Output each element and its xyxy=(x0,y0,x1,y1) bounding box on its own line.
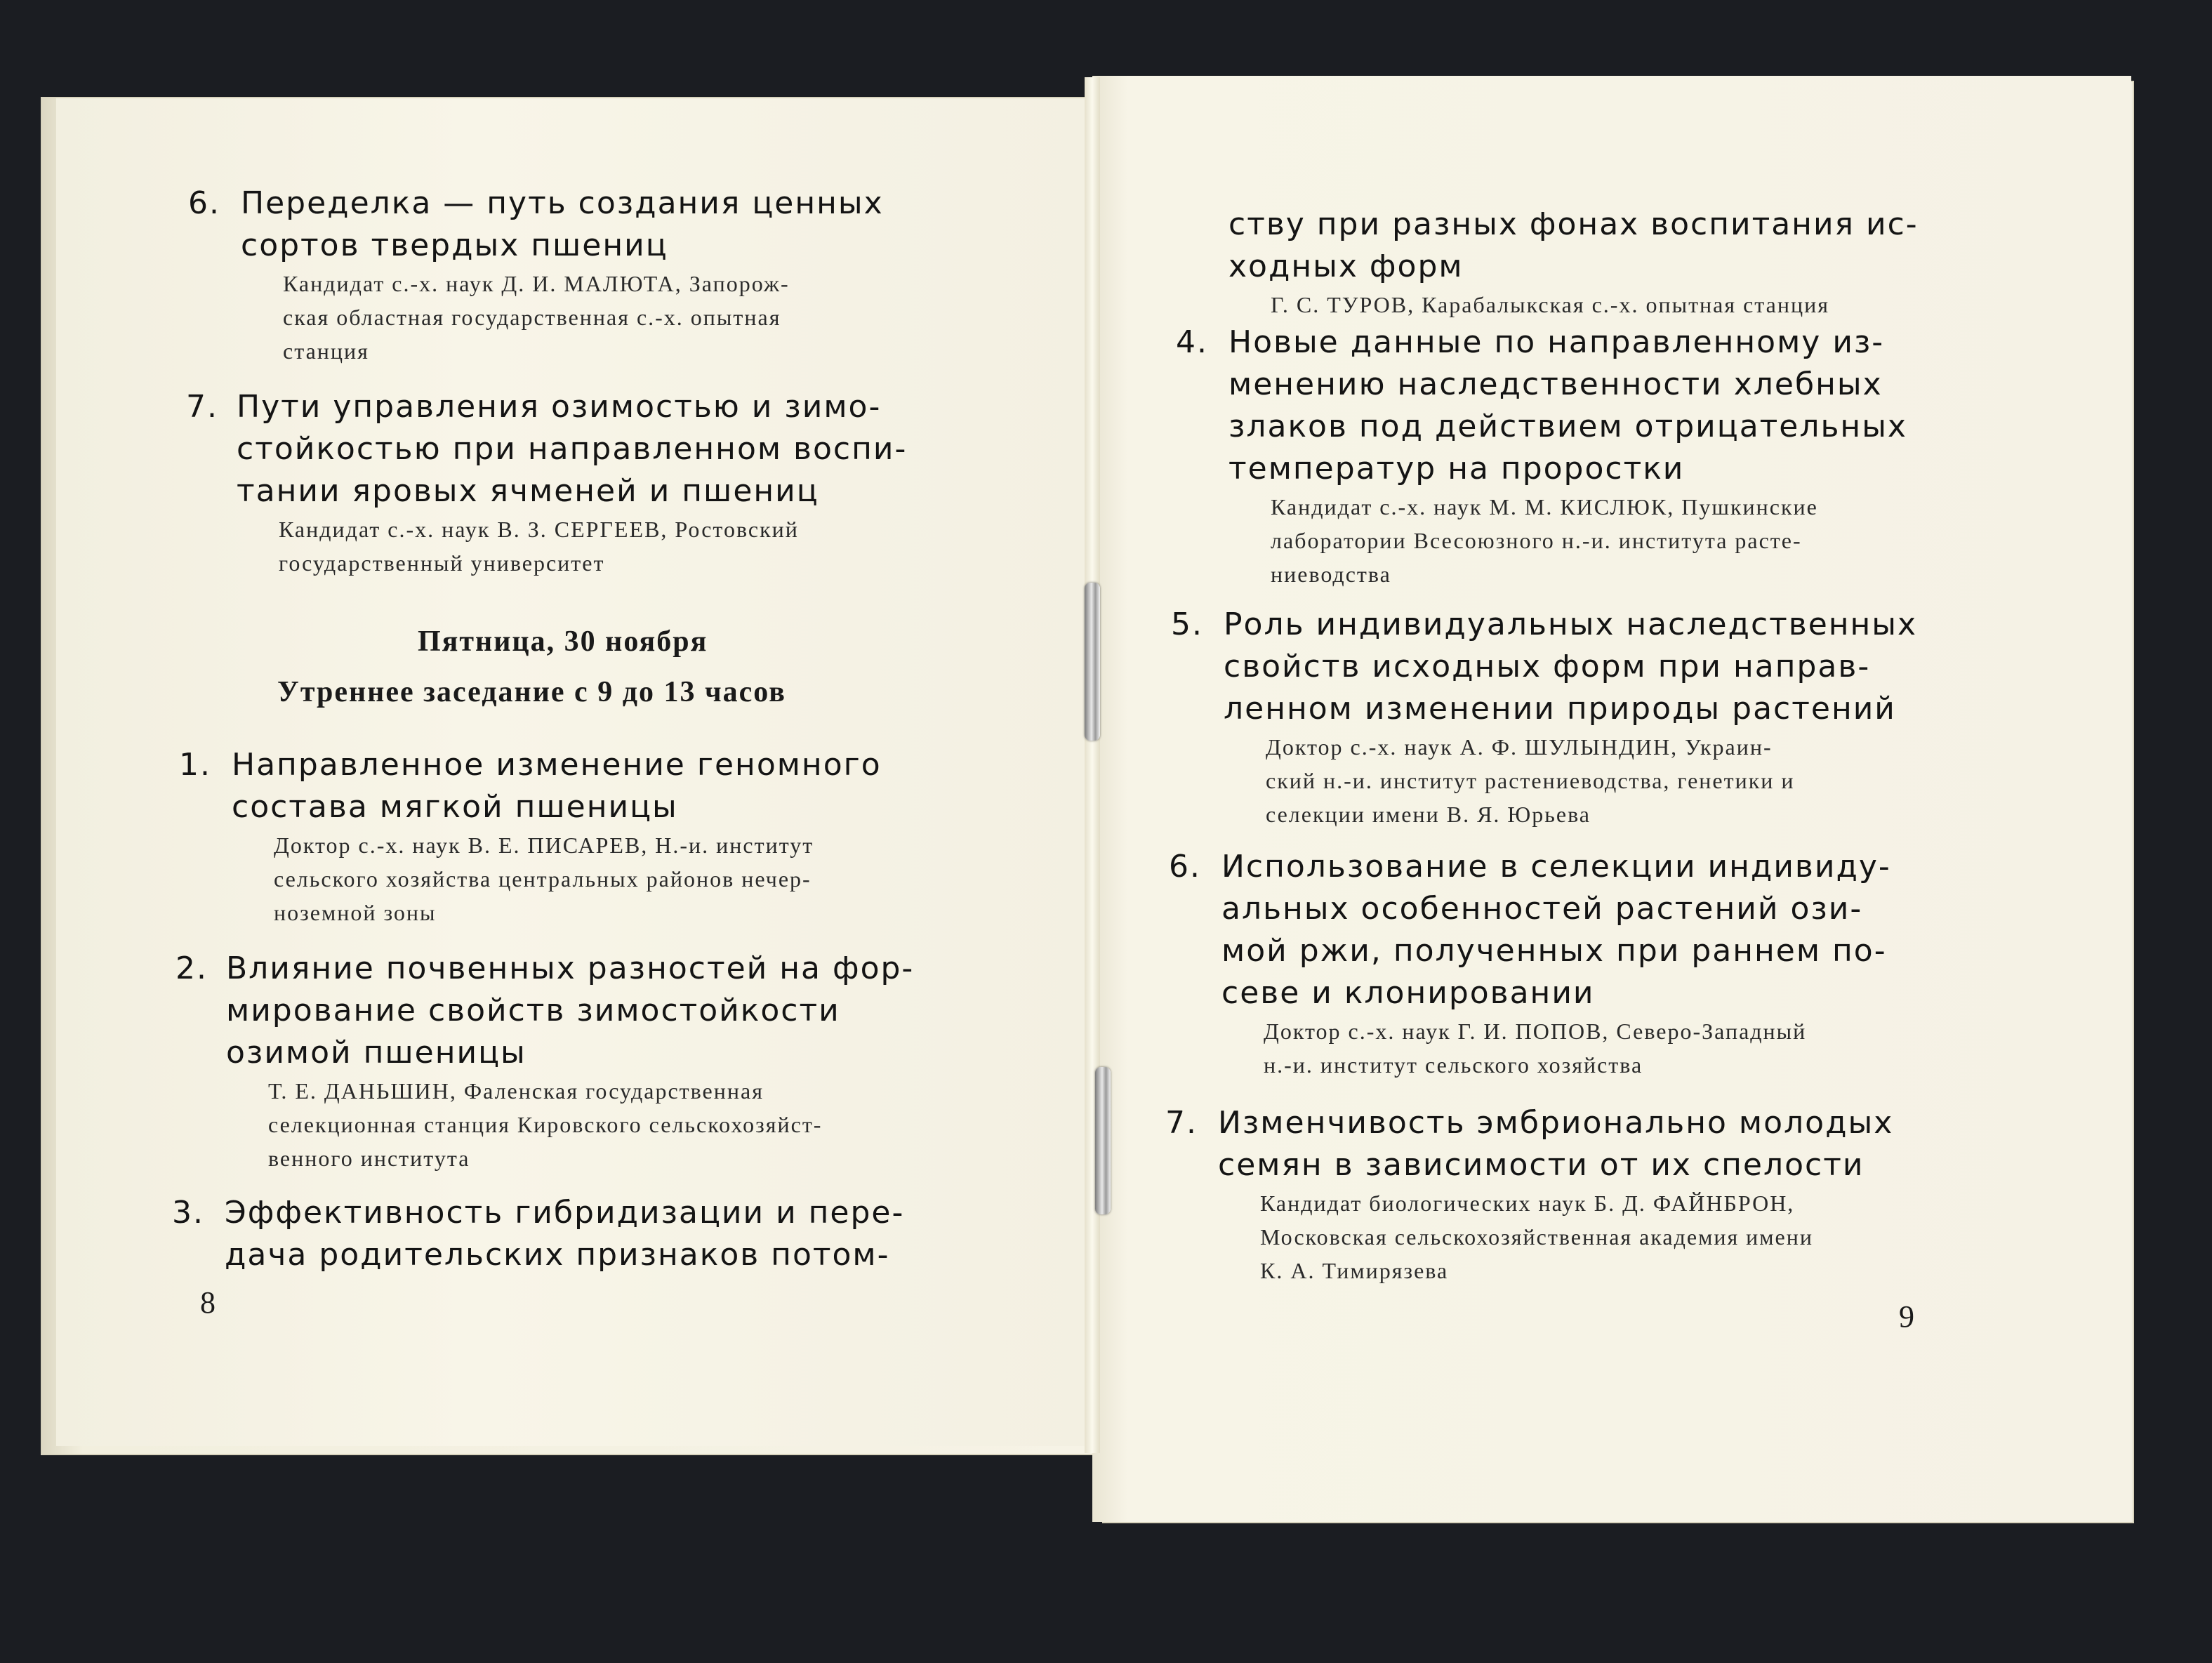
item-title: Переделка — путь создания ценных сортов твердых пшениц xyxy=(241,185,884,263)
item-number: 3. xyxy=(172,1195,204,1231)
session-item-2 xyxy=(175,948,990,1175)
page-number-right: 9 xyxy=(1899,1299,1914,1334)
right-item-5 xyxy=(1171,604,1985,831)
left-item-7 xyxy=(186,386,993,580)
day-heading: Пятница, 30 ноября xyxy=(418,625,708,658)
item-title: ству при разных фонах воспитания ис- ходных форм xyxy=(1228,206,1919,284)
item-author: Доктор с.-х. наук А. Ф. ШУЛЫНДИН, Украин- ский н.-и. институт растениеводства, генетики и селекции имени В. Я. Юрьева xyxy=(1266,734,1795,827)
item-author: Доктор с.-х. наук В. Е. ПИСАРЕВ, Н.-и. институт сельского хозяйства центральных районов нечер- ноземной зоны xyxy=(274,833,814,925)
right-item-7 xyxy=(1165,1102,1987,1287)
item-author: Г. С. ТУРОВ, Карабалыкская с.-х. опытная станция xyxy=(1271,292,1829,317)
right-continuation xyxy=(1228,204,1987,322)
left-item-6 xyxy=(188,183,995,368)
book-spine xyxy=(1085,77,1100,1453)
item-title: Новые данные по направленному из- менению наследственности хлебных злаков под действием отрицательных температур на проростки xyxy=(1228,324,1907,486)
item-number: 2. xyxy=(175,950,208,986)
item-title: Влияние почвенных разностей на фор- мирование свойств зимостойкости озимой пшеницы xyxy=(226,950,915,1071)
item-number: 6. xyxy=(188,185,220,221)
item-author: Кандидат с.-х. наук М. М. КИСЛЮК, Пушкинские лаборатории Всесоюзного н.-и. института расте- ниеводства xyxy=(1271,494,1818,587)
right-item-6 xyxy=(1169,846,1983,1082)
session-item-3 xyxy=(172,1192,986,1276)
item-number: 1. xyxy=(179,747,211,783)
item-author: Доктор с.-х. наук Г. И. ПОПОВ, Северо-Западный н.-и. институт сельского хозяйства xyxy=(1264,1019,1807,1078)
right-item-4 xyxy=(1176,322,1990,591)
item-author: Т. Е. ДАНЬШИН, Фаленская государственная селекционная станция Кировского сельскохозяйст- венного института xyxy=(268,1078,823,1171)
item-title: Использование в селекции индивиду- альных особенностей растений ози- мой ржи, полученных при раннем по- севе и клонировании xyxy=(1221,849,1891,1011)
item-title: Направленное изменение геномного состава мягкой пшеницы xyxy=(232,747,882,825)
item-title: Изменчивость эмбрионально молодых семян в зависимости от их спелости xyxy=(1218,1105,1894,1183)
item-number: 7. xyxy=(186,389,218,425)
top-staple xyxy=(1085,583,1100,741)
item-number: 4. xyxy=(1176,324,1208,360)
item-number: 6. xyxy=(1169,849,1201,884)
item-number: 7. xyxy=(1165,1105,1198,1141)
item-title: Пути управления озимостью и зимо- стойкостью при направленном воспи- тании яровых ячменей и пшениц xyxy=(237,389,908,509)
session-heading: Утреннее заседание с 9 до 13 часов xyxy=(277,676,786,708)
item-author: Кандидат с.-х. наук В. З. СЕРГЕЕВ, Ростовский государственный университет xyxy=(279,517,799,576)
item-author: Кандидат с.-х. наук Д. И. МАЛЮТА, Запорож- ская областная государственная с.-х. опытная станция xyxy=(283,271,790,364)
item-number: 5. xyxy=(1171,607,1203,642)
item-author: Кандидат биологических наук Б. Д. ФАЙНБРОН, Московская сельскохозяйственная академия имени К. А. Тимирязева xyxy=(1260,1191,1813,1283)
page-number-left: 8 xyxy=(200,1285,216,1320)
item-title: Роль индивидуальных наследственных свойств исходных форм при направ- ленном изменении природы растений xyxy=(1224,607,1918,727)
bottom-staple xyxy=(1095,1067,1111,1214)
item-title: Эффективность гибридизации и пере- дача родительских признаков потом- xyxy=(225,1195,905,1273)
session-item-1 xyxy=(179,744,993,929)
